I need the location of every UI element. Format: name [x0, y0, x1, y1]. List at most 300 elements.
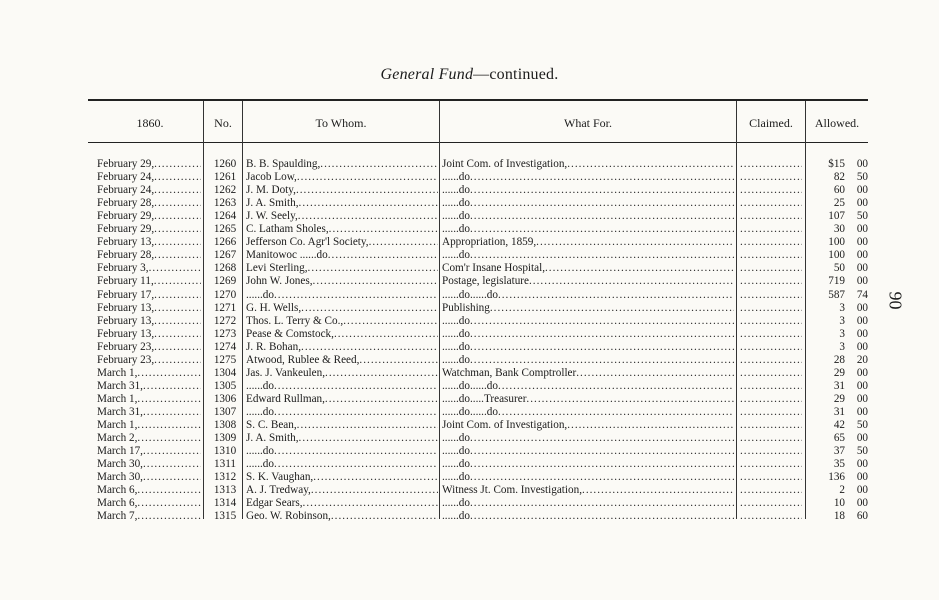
row-what-for-cell	[442, 158, 734, 171]
row-claimed-cell	[740, 380, 802, 393]
row-claimed-cell	[740, 406, 802, 419]
row-allowed-cell	[810, 315, 868, 328]
row-number: 1304	[213, 366, 237, 379]
row-number-cell	[210, 471, 240, 484]
row-allowed-cell	[810, 171, 868, 184]
row-allowed-dollars: 82	[833, 171, 845, 184]
row-allowed-cents: 00	[856, 158, 868, 170]
row-to-whom: J. A. Smith,	[246, 432, 299, 445]
row-date: March 6,	[97, 497, 138, 510]
table-row	[0, 367, 939, 380]
row-claimed-cell	[740, 445, 802, 458]
row-date-cell	[97, 354, 201, 367]
row-number: 1309	[213, 432, 237, 445]
row-claimed-cell	[740, 197, 802, 210]
row-allowed-cell	[810, 445, 868, 458]
row-what-for-cell	[442, 484, 734, 497]
row-what-for: ......do	[442, 510, 470, 523]
row-date: March 6,	[97, 484, 138, 497]
row-allowed-cell	[810, 510, 868, 523]
row-allowed-cents: 00	[856, 432, 868, 445]
row-what-for-cell	[442, 275, 734, 288]
row-allowed-dollars: 10	[833, 497, 845, 510]
table-row	[0, 445, 939, 458]
row-to-whom: Levi Sterling,	[246, 262, 308, 275]
row-what-for: ......do......do	[442, 379, 498, 392]
row-allowed-dollars: 29	[833, 366, 845, 379]
row-claimed-cell	[740, 262, 802, 275]
row-what-for-cell	[442, 302, 734, 315]
row-to-whom-cell	[246, 419, 438, 432]
row-number: 1315	[213, 510, 237, 523]
row-claimed-cell	[740, 158, 802, 171]
row-date-cell	[97, 249, 201, 262]
row-date: February 13,	[97, 301, 155, 314]
row-allowed-cell	[810, 236, 868, 249]
row-to-whom: ......do	[246, 379, 274, 392]
row-number-cell	[210, 432, 240, 445]
row-date-cell	[97, 471, 201, 484]
row-what-for-cell	[442, 367, 734, 380]
row-to-whom: ......do	[246, 288, 274, 301]
row-what-for: ......do	[442, 327, 470, 340]
row-date-cell	[97, 236, 201, 249]
row-to-whom-cell	[246, 289, 438, 302]
table-row	[0, 197, 939, 210]
page-title	[0, 66, 939, 84]
row-to-whom-cell	[246, 367, 438, 380]
row-allowed-cents: 50	[856, 445, 868, 458]
row-to-whom-cell	[246, 223, 438, 236]
table-top-rule	[88, 99, 868, 101]
row-to-whom-cell	[246, 354, 438, 367]
row-allowed-dollars: 28	[833, 353, 845, 366]
row-number-cell	[210, 223, 240, 236]
row-allowed-cell	[810, 380, 868, 393]
row-number: 1307	[213, 405, 237, 418]
row-date: February 29,	[97, 210, 155, 223]
row-date-cell	[97, 328, 201, 341]
row-what-for: ......do	[442, 458, 470, 471]
row-allowed-cents: 00	[856, 197, 868, 210]
row-allowed-cell	[810, 458, 868, 471]
row-to-whom: Geo. W. Robinson,	[246, 510, 331, 523]
row-number-cell	[210, 210, 240, 223]
table-row	[0, 302, 939, 315]
row-what-for-cell	[442, 289, 734, 302]
row-allowed-dollars: 18	[833, 510, 845, 523]
row-what-for-cell	[442, 458, 734, 471]
row-number-cell	[210, 354, 240, 367]
row-to-whom: Jacob Low,	[246, 171, 297, 184]
row-date-cell	[97, 302, 201, 315]
row-number: 1269	[213, 275, 237, 288]
row-allowed-cell	[810, 210, 868, 223]
header-what-for: What For.	[564, 116, 612, 130]
row-to-whom-cell	[246, 275, 438, 288]
row-what-for-cell	[442, 341, 734, 354]
table-row	[0, 275, 939, 288]
row-to-whom-cell	[246, 302, 438, 315]
row-allowed-cell	[810, 484, 868, 497]
row-what-for-cell	[442, 197, 734, 210]
row-date-cell	[97, 289, 201, 302]
row-date: March 30,	[97, 458, 143, 471]
row-claimed-cell	[740, 275, 802, 288]
row-to-whom: C. Latham Sholes,	[246, 223, 329, 236]
row-number: 1310	[213, 445, 237, 458]
row-what-for: ......do	[442, 353, 470, 366]
row-what-for-cell	[442, 354, 734, 367]
row-allowed-cell	[810, 275, 868, 288]
row-date-cell	[97, 406, 201, 419]
row-what-for: ......do	[442, 197, 470, 210]
row-allowed-cents: 00	[856, 379, 868, 392]
table-row	[0, 158, 939, 171]
row-number: 1275	[213, 353, 237, 366]
row-claimed-cell	[740, 328, 802, 341]
row-claimed-cell	[740, 302, 802, 315]
row-date: March 31,	[97, 379, 143, 392]
row-to-whom-cell	[246, 210, 438, 223]
row-allowed-dollars: 29	[833, 392, 845, 405]
row-what-for: ......do	[442, 210, 470, 223]
row-allowed-dollars: 587	[828, 288, 845, 301]
row-claimed-cell	[740, 510, 802, 523]
row-what-for: Joint Com. of Investigation,	[442, 158, 568, 170]
row-what-for-cell	[442, 171, 734, 184]
row-claimed-cell	[740, 367, 802, 380]
row-allowed-cell	[810, 341, 868, 354]
row-number: 1313	[213, 484, 237, 497]
row-to-whom-cell	[246, 497, 438, 510]
row-date-cell	[97, 419, 201, 432]
row-to-whom-cell	[246, 380, 438, 393]
row-what-for: Publishing	[442, 301, 490, 314]
table-row	[0, 236, 939, 249]
row-date: February 28,	[97, 197, 155, 210]
row-allowed-cell	[810, 262, 868, 275]
table-row	[0, 210, 939, 223]
row-what-for-cell	[442, 249, 734, 262]
row-to-whom-cell	[246, 393, 438, 406]
row-claimed-cell	[740, 393, 802, 406]
row-number: 1274	[213, 340, 237, 353]
row-what-for: ......do	[442, 432, 470, 445]
row-date-cell	[97, 380, 201, 393]
row-allowed-cents: 50	[856, 210, 868, 223]
row-what-for: ......do	[442, 314, 470, 327]
row-date-cell	[97, 158, 201, 171]
row-allowed-cell	[810, 158, 868, 171]
row-number: 1308	[213, 419, 237, 431]
row-date-cell	[97, 275, 201, 288]
row-claimed-cell	[740, 354, 802, 367]
row-to-whom-cell	[246, 484, 438, 497]
row-allowed-cents: 50	[856, 419, 868, 431]
row-allowed-dollars: 30	[833, 223, 845, 236]
table-row	[0, 328, 939, 341]
row-allowed-dollars: 50	[833, 262, 845, 275]
row-number-cell	[210, 158, 240, 171]
row-date-cell	[97, 393, 201, 406]
row-date: February 17,	[97, 288, 155, 301]
row-to-whom: B. B. Spaulding,	[246, 158, 321, 170]
row-number: 1264	[213, 210, 237, 223]
row-number-cell	[210, 341, 240, 354]
header-to-whom: To Whom.	[315, 116, 367, 130]
table-row	[0, 484, 939, 497]
row-to-whom-cell	[246, 184, 438, 197]
row-allowed-cents: 00	[856, 392, 868, 405]
row-allowed-cell	[810, 302, 868, 315]
row-allowed-dollars: 60	[833, 184, 845, 197]
row-what-for: ......do	[442, 445, 470, 458]
row-what-for-cell	[442, 393, 734, 406]
row-to-whom-cell	[246, 458, 438, 471]
row-what-for: ......do......do	[442, 288, 498, 301]
row-to-whom: ......do	[246, 405, 274, 418]
header-year: 1860.	[136, 116, 164, 130]
row-date-cell	[97, 432, 201, 445]
table-row	[0, 432, 939, 445]
row-date-cell	[97, 497, 201, 510]
row-allowed-cents: 00	[856, 262, 868, 275]
row-number-cell	[210, 445, 240, 458]
row-what-for: Appropriation, 1859,	[442, 236, 537, 249]
row-to-whom: Edward Rullman,	[246, 392, 325, 405]
table-row	[0, 497, 939, 510]
row-to-whom: A. J. Tredway,	[246, 484, 311, 497]
row-to-whom: Jas. J. Vankeulen,	[246, 366, 326, 379]
row-number-cell	[210, 262, 240, 275]
row-allowed-cents: 00	[856, 497, 868, 510]
page-title-italic: General Fund	[380, 66, 474, 83]
row-allowed-cents: 20	[856, 353, 868, 366]
table-row	[0, 184, 939, 197]
row-to-whom: Thos. L. Terry & Co.,	[246, 314, 344, 327]
row-allowed-cell	[810, 354, 868, 367]
table-row	[0, 471, 939, 484]
row-what-for: ......do	[442, 184, 470, 197]
row-number-cell	[210, 302, 240, 315]
row-to-whom: ......do	[246, 445, 274, 458]
table-row	[0, 393, 939, 406]
row-claimed-cell	[740, 471, 802, 484]
row-what-for: Postage, legislature	[442, 275, 529, 288]
row-date: February 23,	[97, 353, 155, 366]
row-what-for-cell	[442, 406, 734, 419]
row-number-cell	[210, 249, 240, 262]
row-number-cell	[210, 236, 240, 249]
row-number: 1260	[213, 158, 237, 170]
row-to-whom-cell	[246, 158, 438, 171]
row-to-whom: J. R. Bohan,	[246, 340, 302, 353]
row-date: February 13,	[97, 327, 155, 340]
row-to-whom: Edgar Sears,	[246, 497, 303, 510]
row-number: 1268	[213, 262, 237, 275]
row-claimed-cell	[740, 289, 802, 302]
row-what-for: ......do	[442, 249, 470, 262]
row-to-whom: ......do	[246, 458, 274, 471]
row-allowed-cents: 00	[856, 275, 868, 288]
row-date: February 11,	[97, 275, 154, 288]
row-to-whom-cell	[246, 406, 438, 419]
row-date: March 31,	[97, 405, 143, 418]
row-what-for-cell	[442, 184, 734, 197]
row-allowed-cell	[810, 197, 868, 210]
row-allowed-dollars: 3	[839, 301, 845, 314]
row-number: 1263	[213, 197, 237, 210]
row-number-cell	[210, 419, 240, 432]
row-allowed-cents: 00	[856, 366, 868, 379]
row-allowed-cents: 00	[856, 484, 868, 497]
row-date: February 29,	[97, 158, 155, 170]
row-number-cell	[210, 393, 240, 406]
row-date-cell	[97, 171, 201, 184]
row-allowed-dollars: $15	[828, 158, 845, 170]
row-allowed-dollars: 42	[833, 419, 845, 431]
row-allowed-cents: 00	[856, 340, 868, 353]
row-to-whom-cell	[246, 341, 438, 354]
row-allowed-cents: 00	[856, 301, 868, 314]
row-number-cell	[210, 275, 240, 288]
row-allowed-cell	[810, 419, 868, 432]
table-row	[0, 510, 939, 523]
row-allowed-cell	[810, 497, 868, 510]
row-date: March 17,	[97, 445, 143, 458]
row-allowed-cell	[810, 367, 868, 380]
row-date: February 23,	[97, 340, 155, 353]
row-allowed-dollars: 3	[839, 314, 845, 327]
row-what-for-cell	[442, 497, 734, 510]
row-number: 1272	[213, 314, 237, 327]
row-allowed-cents: 00	[856, 236, 868, 249]
row-claimed-cell	[740, 419, 802, 432]
row-what-for: Com'r Insane Hospital,	[442, 262, 545, 275]
row-date: February 13,	[97, 314, 155, 327]
row-allowed-dollars: 37	[833, 445, 845, 458]
row-what-for: Witness Jt. Com. Investigation,	[442, 484, 583, 497]
row-allowed-cell	[810, 249, 868, 262]
row-to-whom: J. M. Doty,	[246, 184, 296, 197]
row-allowed-cell	[810, 328, 868, 341]
row-what-for-cell	[442, 471, 734, 484]
table-row	[0, 341, 939, 354]
row-what-for: ......do......do	[442, 405, 498, 418]
row-date: February 3,	[97, 262, 149, 275]
row-date: February 24,	[97, 184, 155, 197]
row-allowed-dollars: 31	[833, 379, 845, 392]
row-allowed-cents: 00	[856, 327, 868, 340]
row-what-for-cell	[442, 315, 734, 328]
row-number-cell	[210, 315, 240, 328]
header-claimed: Claimed.	[749, 116, 793, 130]
row-number-cell	[210, 406, 240, 419]
row-allowed-dollars: 31	[833, 405, 845, 418]
row-number-cell	[210, 458, 240, 471]
row-allowed-dollars: 25	[833, 197, 845, 210]
row-to-whom: Pease & Comstock,	[246, 327, 334, 340]
row-allowed-dollars: 719	[828, 275, 845, 288]
row-number: 1311	[214, 458, 236, 471]
row-date-cell	[97, 484, 201, 497]
row-allowed-cents: 00	[856, 458, 868, 471]
table-row	[0, 406, 939, 419]
row-allowed-cents: 74	[856, 288, 868, 301]
row-allowed-cell	[810, 471, 868, 484]
row-claimed-cell	[740, 315, 802, 328]
row-date-cell	[97, 210, 201, 223]
row-allowed-cents: 00	[856, 249, 868, 262]
row-number-cell	[210, 510, 240, 523]
row-claimed-cell	[740, 497, 802, 510]
row-number: 1273	[213, 327, 237, 340]
row-what-for: Joint Com. of Investigation,	[442, 419, 568, 431]
row-number-cell	[210, 497, 240, 510]
row-allowed-cents: 00	[856, 314, 868, 327]
row-claimed-cell	[740, 171, 802, 184]
table-row	[0, 223, 939, 236]
row-allowed-cell	[810, 432, 868, 445]
header-allowed: Allowed.	[814, 116, 860, 130]
row-allowed-cents: 00	[856, 471, 868, 484]
row-date: March 1,	[97, 366, 138, 379]
row-date-cell	[97, 315, 201, 328]
row-date: March 30,	[97, 471, 143, 484]
row-what-for-cell	[442, 328, 734, 341]
row-what-for-cell	[442, 445, 734, 458]
page-number: 90	[885, 291, 906, 310]
row-what-for: ......do	[442, 497, 470, 510]
row-what-for-cell	[442, 210, 734, 223]
row-what-for-cell	[442, 223, 734, 236]
row-number-cell	[210, 197, 240, 210]
row-what-for-cell	[442, 262, 734, 275]
row-number: 1306	[213, 392, 237, 405]
table-row	[0, 380, 939, 393]
row-date-cell	[97, 445, 201, 458]
row-date-cell	[97, 197, 201, 210]
row-number-cell	[210, 171, 240, 184]
row-number: 1314	[213, 497, 237, 510]
row-date: February 29,	[97, 223, 155, 236]
row-to-whom-cell	[246, 171, 438, 184]
row-date-cell	[97, 458, 201, 471]
row-claimed-cell	[740, 249, 802, 262]
row-to-whom-cell	[246, 328, 438, 341]
row-date: March 7,	[97, 510, 138, 523]
row-number: 1266	[213, 236, 237, 249]
row-to-whom-cell	[246, 236, 438, 249]
row-allowed-dollars: 35	[833, 458, 845, 471]
row-to-whom: Atwood, Rublee & Reed,	[246, 353, 360, 366]
row-number-cell	[210, 328, 240, 341]
row-allowed-cents: 60	[856, 510, 868, 523]
row-allowed-cell	[810, 289, 868, 302]
row-to-whom: Jefferson Co. Agr'l Society,	[246, 236, 369, 249]
row-to-whom-cell	[246, 249, 438, 262]
row-allowed-dollars: 107	[828, 210, 845, 223]
row-number: 1270	[213, 288, 237, 301]
row-number: 1305	[213, 379, 237, 392]
row-date-cell	[97, 184, 201, 197]
row-claimed-cell	[740, 223, 802, 236]
row-allowed-cell	[810, 184, 868, 197]
row-date: February 24,	[97, 171, 155, 184]
row-what-for-cell	[442, 510, 734, 523]
row-date-cell	[97, 223, 201, 236]
